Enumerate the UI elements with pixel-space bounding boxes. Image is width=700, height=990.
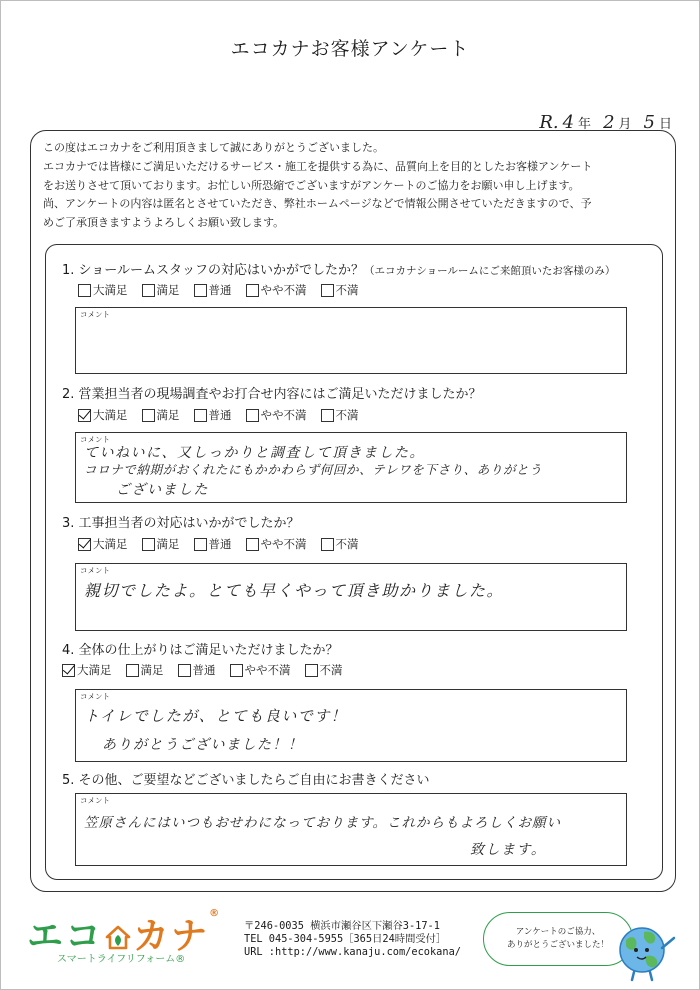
registered-mark: ® — [209, 908, 222, 919]
choice-option[interactable] — [246, 282, 307, 298]
question-2-comment-line: コロナで納期がおくれたにもかかわらず何回か、テレワを下さり、ありがとう — [84, 462, 543, 477]
date-year: 4 — [562, 112, 575, 133]
question-4-text: 4. 全体の仕上がりはご満足いただけましたか？ — [62, 643, 339, 658]
choice-option[interactable] — [142, 536, 180, 552]
logo-char: ナ — [171, 916, 210, 957]
choice-option[interactable] — [178, 662, 216, 678]
choice-option[interactable] — [78, 407, 128, 423]
choice-option[interactable] — [194, 282, 232, 298]
logo-char: コ — [65, 916, 104, 957]
choice-label: やや不満 — [260, 283, 307, 297]
choice-option[interactable] — [230, 662, 291, 678]
checkbox[interactable] — [126, 664, 139, 677]
question-3 — [62, 512, 300, 531]
comment-label: コメント — [80, 692, 110, 701]
contact-url: URL :http://www.kanaju.com/ecokana/ — [244, 946, 461, 958]
comment-label: コメント — [80, 566, 110, 575]
question-3-text: 3. 工事担当者の対応はいかがでしたか？ — [62, 516, 300, 531]
checkbox[interactable] — [78, 284, 91, 297]
question-5 — [62, 769, 430, 788]
choice-label: やや不満 — [260, 408, 307, 422]
ecokana-logo — [27, 908, 232, 968]
choice-label: 不満 — [335, 537, 359, 551]
choice-option[interactable] — [126, 662, 164, 678]
checkbox-checked[interactable] — [62, 664, 75, 677]
question-3-comment-box[interactable] — [75, 563, 627, 631]
checkbox[interactable] — [142, 284, 155, 297]
logo-char: カ — [133, 916, 172, 957]
logo-tagline: スマートライフリフォーム® — [57, 954, 186, 965]
choice-label: 普通 — [208, 408, 232, 422]
choice-label: 満足 — [156, 408, 180, 422]
question-2-comment-box[interactable] — [75, 432, 627, 503]
checkbox[interactable] — [142, 409, 155, 422]
intro-line: この度はエコカナをご利用頂きまして誠にありがとうございました。 — [43, 141, 384, 154]
date-day-unit: 日 — [658, 117, 672, 132]
question-4-comment-box[interactable] — [75, 689, 627, 762]
choice-label: 大満足 — [93, 408, 128, 422]
page-title: エコカナお客様アンケート — [230, 38, 470, 60]
choice-label: 大満足 — [93, 537, 128, 551]
thanks-line: ありがとうございました！ — [506, 940, 609, 950]
question-1-comment-box[interactable] — [75, 307, 627, 374]
choice-option[interactable] — [194, 407, 232, 423]
intro-line: エコカナでは皆様にご満足いただけるサービス・施工を提供する為に、品質向上を目的としたお客様アンケート — [43, 159, 593, 173]
checkbox[interactable] — [246, 538, 259, 551]
checkbox[interactable] — [321, 538, 334, 551]
date-year-unit: 年 — [578, 117, 592, 132]
question-4-comment-line: ありがとうございました！！ — [102, 737, 304, 753]
choice-label: 不満 — [335, 283, 359, 297]
question-1 — [62, 259, 615, 278]
earth-mascot-icon — [612, 918, 682, 984]
choice-label: 普通 — [208, 283, 232, 297]
thanks-line: アンケートのご協力、 — [515, 927, 601, 937]
question-5-comment-box[interactable] — [75, 793, 627, 866]
question-4-choices — [62, 662, 343, 678]
choice-option[interactable] — [78, 536, 128, 552]
checkbox[interactable] — [305, 664, 318, 677]
logo-char: エ — [27, 916, 66, 957]
choice-option[interactable] — [194, 536, 232, 552]
choice-option[interactable] — [142, 407, 180, 423]
question-2 — [62, 383, 482, 402]
checkbox[interactable] — [194, 538, 207, 551]
question-2-comment-line: ございました — [116, 482, 209, 498]
question-5-text: 5. その他、ご要望などございましたらご自由にお書きください — [62, 773, 430, 788]
question-1-choices — [78, 282, 359, 298]
contact-info — [244, 920, 461, 959]
question-4 — [62, 639, 339, 658]
house-icon — [105, 924, 131, 950]
question-2-choices — [78, 407, 359, 423]
checkbox[interactable] — [194, 409, 207, 422]
intro-line: 尚、アンケートの内容は匿名とさせていただき、弊社ホームページなどで情報公開させていただきますので、予 — [43, 197, 592, 211]
question-2-comment-line: ていねいに、又しっかりと調査して頂きました。 — [84, 445, 425, 461]
choice-label: 普通 — [192, 663, 216, 677]
question-4-comment-line: トイレでしたが、とても良いです！ — [84, 707, 348, 725]
choice-label: 満足 — [140, 663, 164, 677]
question-1-text: 1. ショールームスタッフの対応はいかがでしたか？ — [62, 263, 365, 278]
date-month-unit: 月 — [618, 117, 632, 132]
intro-line: めご了承頂きますようよろしくお願い致します。 — [43, 216, 285, 230]
contact-tel: TEL 045-304-5955［365日24時間受付］ — [244, 933, 447, 945]
choice-option[interactable] — [246, 407, 307, 423]
date-month: 2 — [603, 112, 615, 133]
checkbox[interactable] — [246, 284, 259, 297]
choice-option[interactable] — [142, 282, 180, 298]
choice-label: 満足 — [156, 283, 180, 297]
choice-label: 大満足 — [93, 283, 128, 297]
choice-label: 不満 — [335, 408, 359, 422]
checkbox[interactable] — [142, 538, 155, 551]
choice-option[interactable] — [321, 536, 359, 552]
question-2-text: 2. 営業担当者の現場調査やお打合せ内容にはご満足いただけましたか？ — [62, 387, 482, 402]
question-3-choices — [78, 536, 359, 552]
choice-label: やや不満 — [244, 663, 291, 677]
checkbox-checked[interactable] — [78, 538, 91, 551]
choice-option[interactable] — [62, 662, 112, 678]
thanks-bubble — [483, 912, 633, 966]
choice-label: 満足 — [156, 537, 180, 551]
question-1-note: （エコカナショールームにご来館頂いたお客様のみ） — [364, 265, 616, 277]
question-5-comment-line: 笠原さんにはいつもおせわになっております。これからもよろしくお願い — [84, 815, 562, 831]
checkbox-checked[interactable] — [78, 409, 91, 422]
checkbox[interactable] — [246, 409, 259, 422]
choice-option[interactable] — [78, 282, 128, 298]
question-5-comment-line: 致します。 — [470, 842, 547, 858]
question-3-comment-line: 親切でしたよ。とても早くやって頂き助かりました。 — [84, 581, 505, 600]
choice-option[interactable] — [246, 536, 307, 552]
choice-option[interactable] — [321, 407, 359, 423]
checkbox[interactable] — [178, 664, 191, 677]
checkbox[interactable] — [321, 409, 334, 422]
checkbox[interactable] — [321, 284, 334, 297]
comment-label: コメント — [80, 796, 110, 805]
choice-option[interactable] — [321, 282, 359, 298]
comment-label: コメント — [80, 310, 110, 319]
choice-label: 大満足 — [77, 663, 112, 677]
choice-label: やや不満 — [260, 537, 307, 551]
checkbox[interactable] — [230, 664, 243, 677]
choice-label: 不満 — [319, 663, 343, 677]
comment-label: コメント — [80, 435, 110, 444]
contact-address: 〒246-0035 横浜市瀬谷区下瀬谷3-17-1 — [244, 920, 440, 932]
intro-text — [43, 139, 663, 233]
choice-label: 普通 — [208, 537, 232, 551]
choice-option[interactable] — [305, 662, 343, 678]
date-era: R. — [539, 112, 559, 133]
intro-line: をお送りさせて頂いております。お忙しい所恐縮でございますがアンケートのご協力をお願い申し上げます。 — [43, 178, 580, 192]
checkbox[interactable] — [194, 284, 207, 297]
date-day: 5 — [643, 112, 655, 133]
